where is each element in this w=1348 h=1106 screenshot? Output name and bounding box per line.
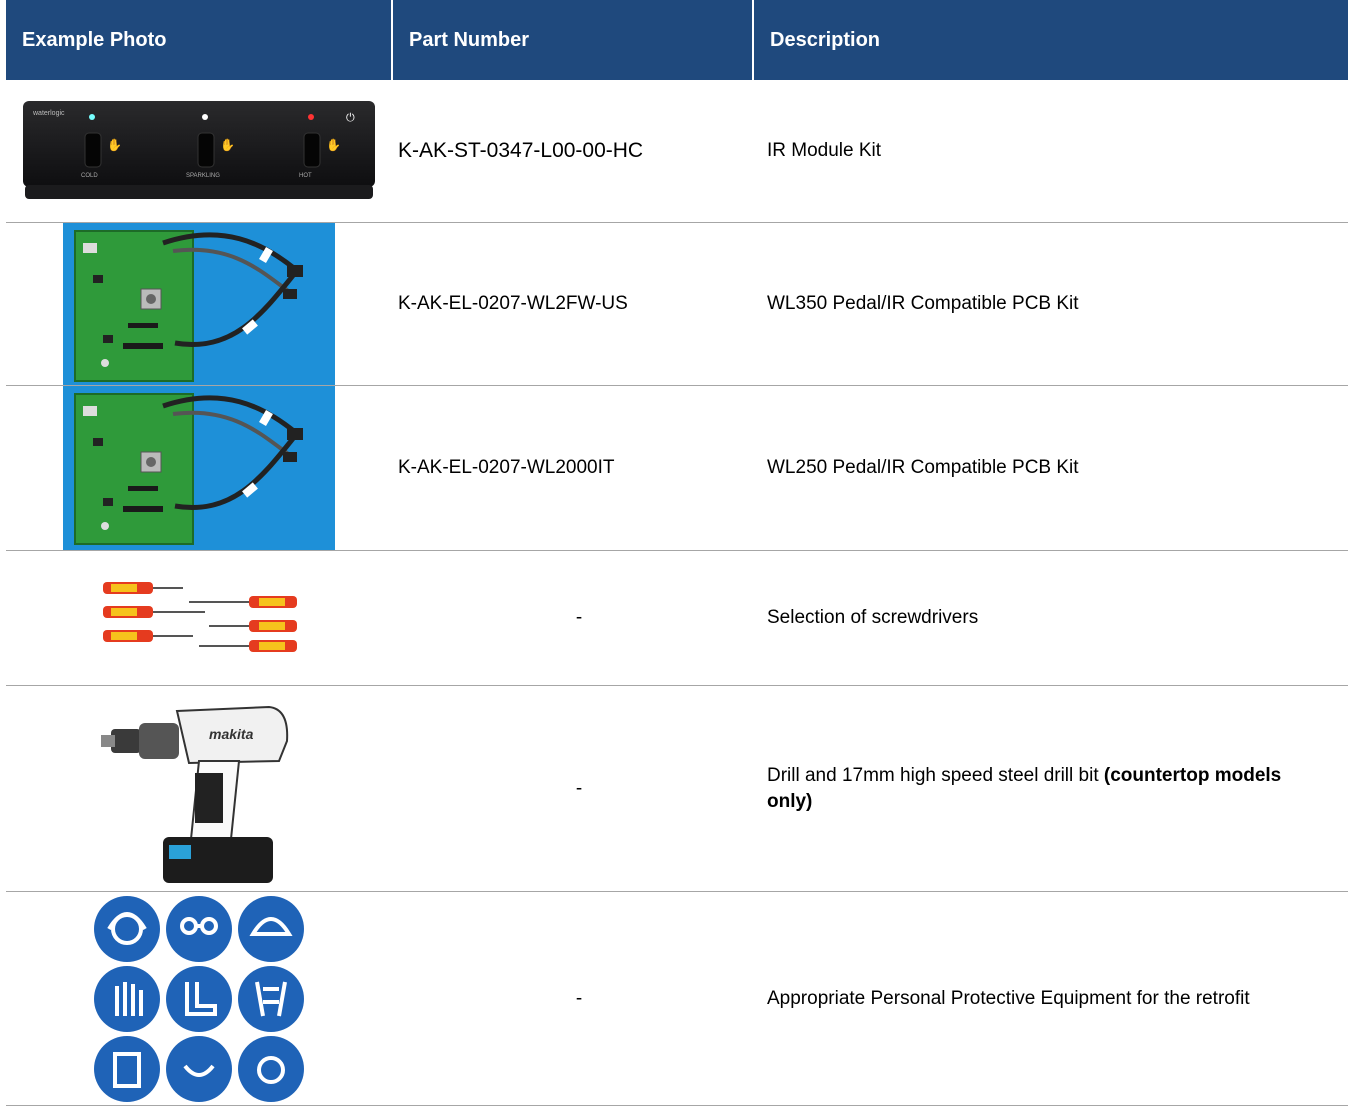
table-row [6,386,1348,551]
description: WL350 Pedal/IR Compatible PCB Kit [767,293,1079,315]
ir-module-image [21,99,377,203]
svg-text:⏻: ⏻ [346,111,355,124]
ppe-signs-image [91,894,307,1104]
table-row [6,686,1348,892]
part-number: - [575,607,583,628]
description: WL250 Pedal/IR Compatible PCB Kit [767,457,1079,479]
header-example-photo: Example Photo [22,28,167,51]
table-row [6,551,1348,686]
panel-label-cold: COLD [81,173,98,179]
screwdriver-set-image [99,578,299,658]
pcb-photo [6,386,392,550]
panel-brand: waterlogic [33,110,65,117]
part-number: - [575,777,583,799]
panel-label-sparkling: SPARKLING [186,173,220,179]
part-number: K-AK-EL-0207-WL2FW-US [398,293,628,314]
description: IR Module Kit [767,140,882,162]
description: Selection of screwdrivers [767,607,979,629]
header-part-number: Part Number [409,28,530,51]
ir-module-photo [6,80,392,222]
part-number: K-AK-EL-0207-WL2000IT [398,457,615,478]
part-number: K-AK-ST-0347-L00-00-HC [398,139,644,162]
pcb-board-image [63,386,335,550]
drill-brand: makita [209,725,254,742]
screwdriver-photo [6,551,392,685]
cordless-drill-image [99,689,299,889]
panel-label-hot: HOT [299,173,312,179]
pcb-photo [6,223,392,385]
svg-text:✋: ✋ [220,138,235,152]
header-description: Description [770,28,881,51]
svg-text:✋: ✋ [326,138,341,152]
ppe-photo [6,892,392,1105]
description: Drill and 17mm high speed steel drill bit (countertop models only) [767,764,1282,812]
table-header [6,0,1348,80]
description: Appropriate Personal Protective Equipment for the retrofit [767,987,1250,1009]
table-row [6,892,1348,1106]
table-row [6,80,1348,223]
drill-photo [6,686,392,891]
svg-text:✋: ✋ [107,138,122,152]
pcb-board-image [63,223,335,385]
part-number: - [575,987,583,1009]
table-row [6,223,1348,386]
